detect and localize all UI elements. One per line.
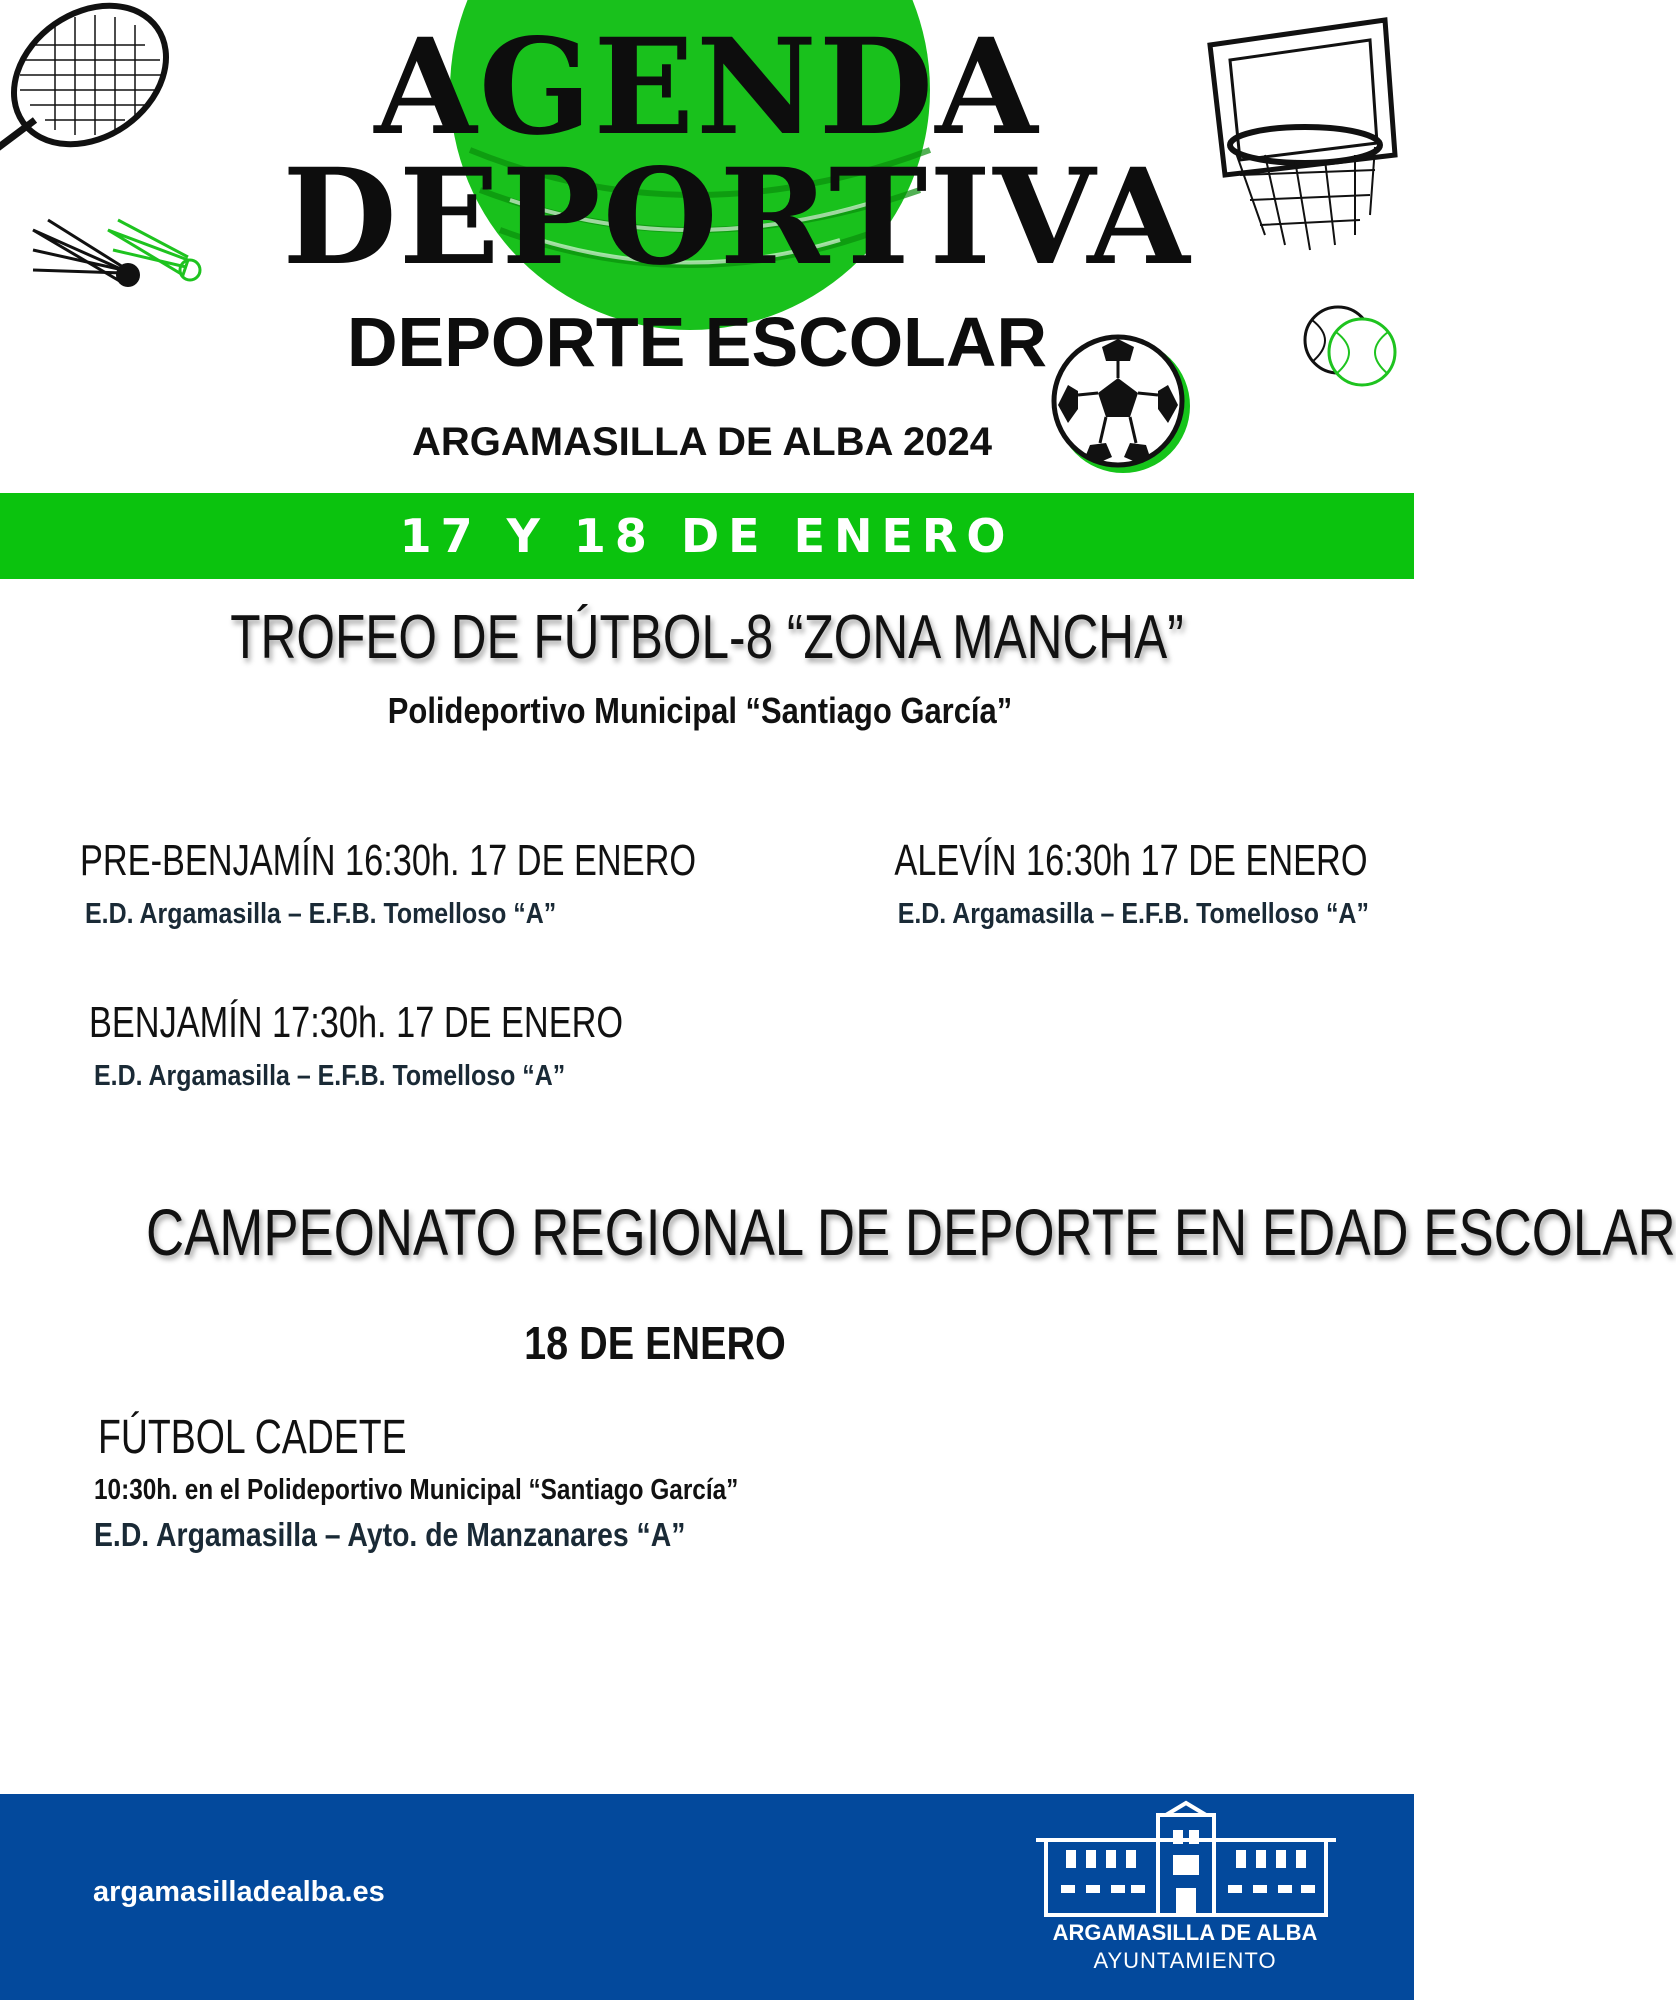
website-link[interactable]: argamasilladealba.es <box>93 1876 385 1908</box>
logo-subtitle: AYUNTAMIENTO <box>1093 1948 1277 1973</box>
benjamin-match: E.D. Argamasilla – E.F.B. Tomelloso “A” <box>94 1060 566 1092</box>
subtitle: DEPORTE ESCOLAR <box>346 303 1048 381</box>
campeonato-title: CAMPEONATO REGIONAL DE DEPORTE EN EDAD ESCOLAR <box>146 1195 1676 1269</box>
prebenjamin-match: E.D. Argamasilla – E.F.B. Tomelloso “A” <box>85 898 557 930</box>
futbol-cadete-match: E.D. Argamasilla – Ayto. de Manzanares “A” <box>94 1516 686 1553</box>
town-hall-logo-icon <box>1036 1800 1336 1920</box>
benjamin-heading: BENJAMÍN 17:30h. 17 DE ENERO <box>89 998 624 1047</box>
futbol-cadete-venue: 10:30h. en el Polideportivo Municipal “Santiago García” <box>94 1474 739 1506</box>
date-band-text: 17 Y 18 DE ENERO <box>399 509 1015 563</box>
prebenjamin-heading: PRE-BENJAMÍN 16:30h. 17 DE ENERO <box>80 836 697 885</box>
title-line-1: AGENDA <box>374 10 1040 165</box>
location-year: ARGAMASILLA DE ALBA 2024 <box>411 420 993 464</box>
trofeo-venue: Polideportivo Municipal “Santiago García” <box>387 690 1013 731</box>
logo-name: ARGAMASILLA DE ALBA <box>1052 1920 1318 1945</box>
alevin-match: E.D. Argamasilla – E.F.B. Tomelloso “A” <box>897 898 1369 930</box>
alevin-heading: ALEVÍN 16:30h 17 DE ENERO <box>894 836 1368 885</box>
trofeo-title: TROFEO DE FÚTBOL-8 “ZONA MANCHA” <box>230 603 1184 672</box>
campeonato-date: 18 DE ENERO <box>524 1317 786 1369</box>
title-line-2: DEPORTIVA <box>282 140 1192 295</box>
futbol-cadete-heading: FÚTBOL CADETE <box>98 1411 407 1464</box>
